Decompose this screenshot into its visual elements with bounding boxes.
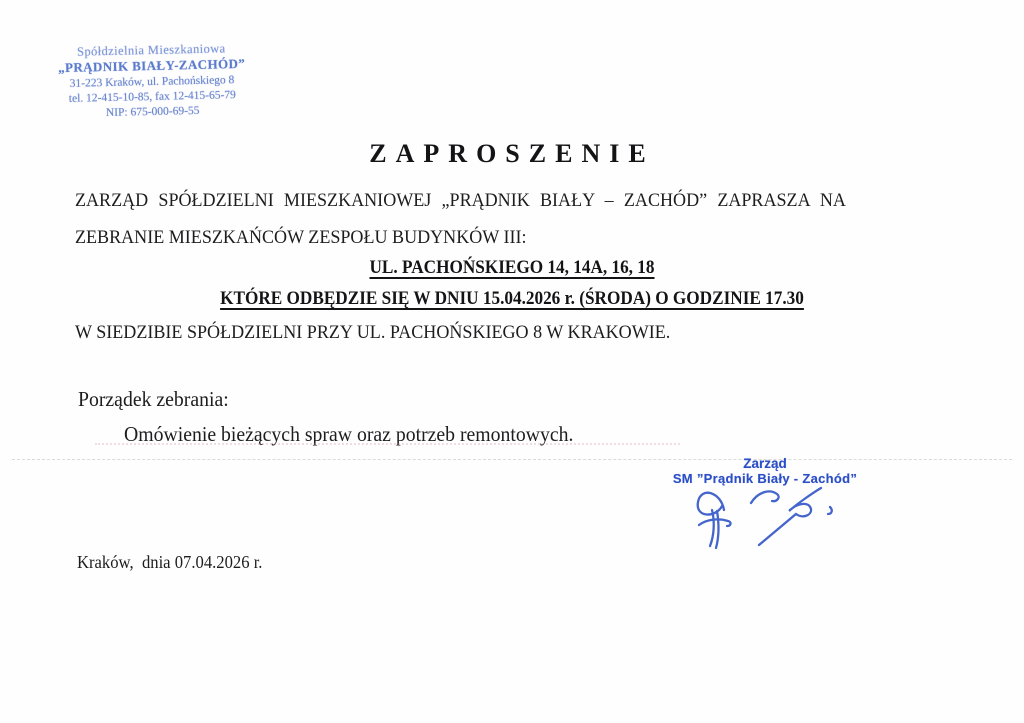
- scan-bleedthrough-line: [95, 443, 680, 445]
- stamp-address: 31-223 Kraków, ul. Pachońskiego 8: [69, 74, 235, 91]
- signature-stamp-org: SM ”Prądnik Biały - Zachód”: [672, 470, 858, 486]
- stamp-nip: NIP: 675-000-69-55: [105, 104, 200, 120]
- signature-right-ink: [751, 488, 832, 545]
- intro-line-2: ZEBRANIE MIESZKAŃCÓW ZESPOŁU BUDYNKÓW III:: [75, 227, 527, 248]
- signature-stamp-role: Zarząd: [743, 456, 787, 471]
- signature-left-ink: [698, 493, 731, 548]
- meeting-datetime-line: KTÓRE ODBĘDZIE SIĘ W DNIU 15.04.2026 r. (ŚRODA) O GODZINIE 17.30: [220, 289, 804, 309]
- stamp-phone-fax: tel. 12-415-10-85, fax 12-415-65-79: [68, 89, 236, 105]
- footer-date: Kraków, dnia 07.04.2026 r.: [77, 552, 263, 572]
- agenda-heading: Porządek zebrania:: [78, 387, 229, 411]
- stamp-org-title: „PRĄDNIK BIAŁY-ZACHÓD”: [57, 56, 246, 76]
- stamp-org-name: Spółdzielnia Mieszkaniowa: [76, 41, 226, 59]
- intro-line-1: ZARZĄD SPÓŁDZIELNI MIESZKANIOWEJ „PRĄDNIK BIAŁY – ZACHÓD” ZAPRASZA NA: [75, 190, 846, 211]
- meeting-address-line: UL. PACHOŃSKIEGO 14, 14A, 16, 18: [369, 258, 655, 278]
- agenda-item: Omówienie bieżących spraw oraz potrzeb remontowych.: [124, 422, 574, 446]
- meeting-venue-line: W SIEDZIBIE SPÓŁDZIELNI PRZY UL. PACHOŃSKIEGO 8 W KRAKOWIE.: [75, 322, 671, 343]
- cooperative-stamp: [51, 40, 253, 122]
- document-title: ZAPROSZENIE: [369, 139, 655, 168]
- handwritten-signatures: [672, 480, 877, 558]
